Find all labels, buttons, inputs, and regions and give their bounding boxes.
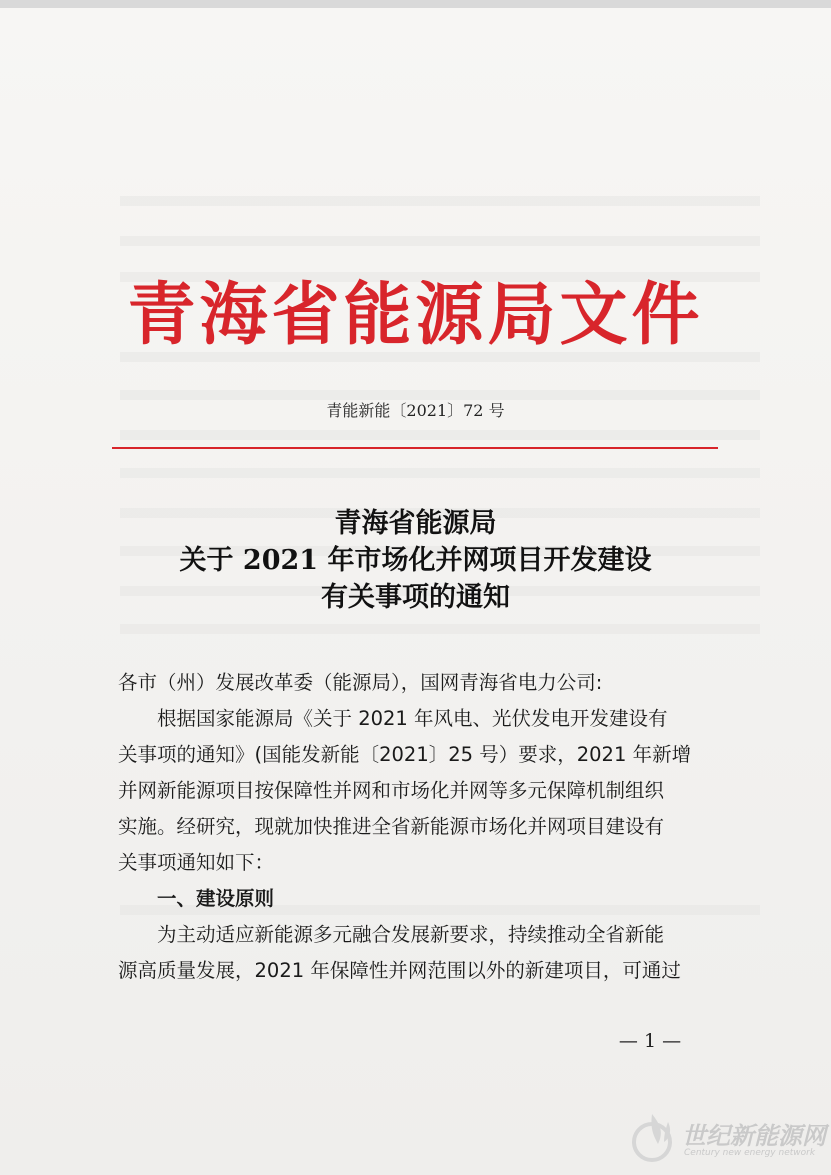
show-through-line bbox=[120, 430, 760, 440]
watermark-logo-icon bbox=[630, 1108, 680, 1166]
notice-title-line: 关于 2021 年市场化并网项目开发建设 bbox=[179, 545, 652, 576]
red-separator-rule bbox=[112, 447, 718, 449]
watermark-text: 世纪新能源网 bbox=[682, 1122, 826, 1150]
section-heading: 一、建设原则 bbox=[157, 887, 275, 910]
paragraph-line: 关事项的通知》(国能发新能〔2021〕25 号）要求，2021 年新增 bbox=[118, 743, 692, 766]
document-number: 青能新能〔2021〕72 号 bbox=[326, 401, 505, 420]
document-header-title: 青海省能源局文件 bbox=[127, 275, 704, 355]
salutation: 各市（州）发展改革委（能源局），国网青海省电力公司: bbox=[118, 671, 603, 694]
show-through-line bbox=[120, 196, 760, 206]
watermark-subtext: Century new energy network bbox=[684, 1148, 816, 1158]
show-through-line bbox=[120, 624, 760, 634]
paragraph-2-continued bbox=[118, 953, 724, 989]
paragraph-1-continued bbox=[118, 737, 724, 881]
paragraph-1 bbox=[118, 701, 724, 737]
notice-title-line: 青海省能源局 bbox=[334, 508, 497, 539]
notice-title-line: 有关事项的通知 bbox=[321, 582, 510, 613]
show-through-line bbox=[120, 468, 760, 478]
paragraph-line: 实施。经研究，现就加快推进全省新能源市场化并网项目建设有 bbox=[118, 815, 665, 838]
show-through-line bbox=[120, 236, 760, 246]
scan-top-edge bbox=[0, 0, 831, 8]
notice-title bbox=[0, 505, 831, 616]
paragraph-line: 根据国家能源局《关于 2021 年风电、光伏发电开发建设有 bbox=[157, 707, 668, 730]
page-number: — 1 — bbox=[618, 1030, 682, 1052]
paragraph-line: 关事项通知如下： bbox=[118, 851, 275, 874]
watermark bbox=[630, 1108, 830, 1168]
paragraph-line: 为主动适应新能源多元融合发展新要求，持续推动全省新能 bbox=[157, 923, 665, 946]
paragraph-line: 并网新能源项目按保障性并网和市场化并网等多元保障机制组织 bbox=[118, 779, 665, 802]
document-body bbox=[118, 665, 724, 989]
paragraph-line: 源高质量发展，2021 年保障性并网范围以外的新建项目，可通过 bbox=[118, 959, 681, 982]
paragraph-2 bbox=[118, 917, 724, 953]
